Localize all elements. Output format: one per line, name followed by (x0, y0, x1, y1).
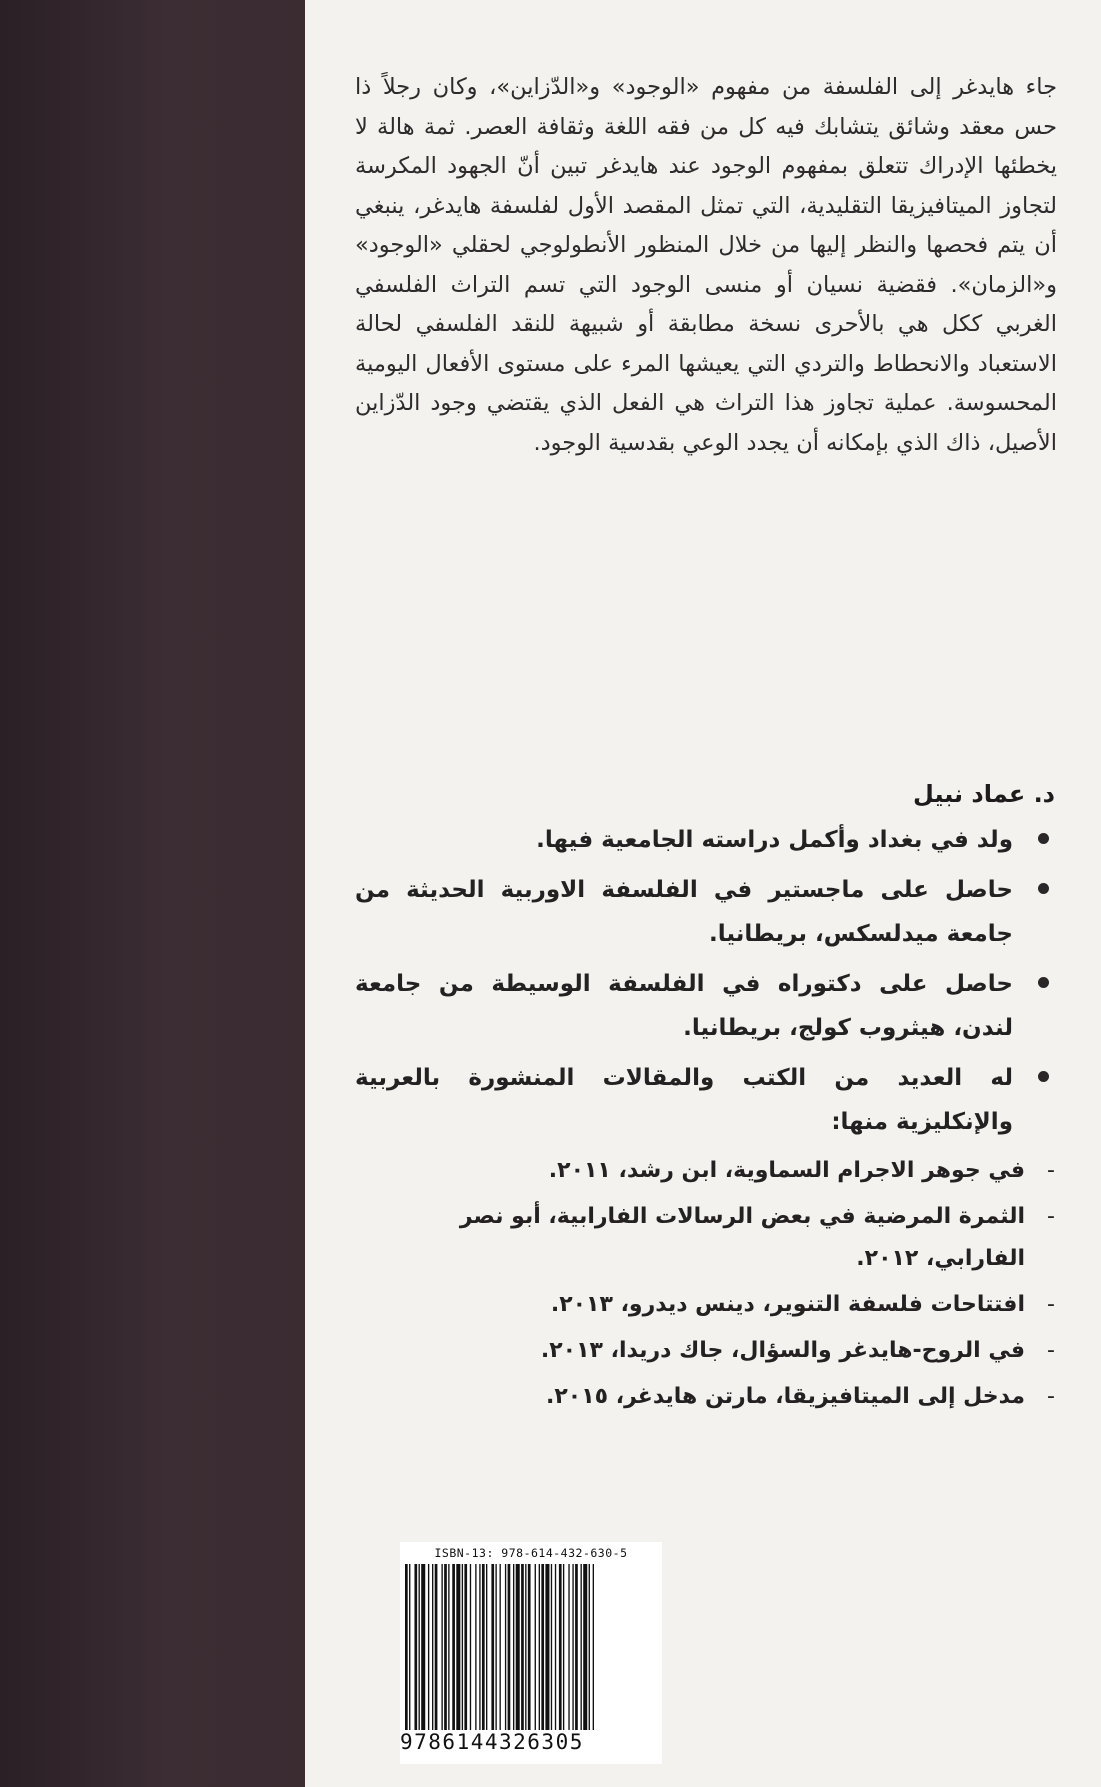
barcode-bar (462, 1564, 463, 1730)
dash-icon: - (1047, 1338, 1055, 1363)
isbn-barcode-block (400, 1542, 662, 1764)
spine-panel (0, 0, 305, 1787)
works-list (355, 1150, 1055, 1418)
bullet-icon (1038, 833, 1049, 844)
work-item (355, 1284, 1055, 1326)
work-item-text: مدخل إلى الميتافيزيقا، مارتن هايدغر، ٢٠١٥. (546, 1384, 1025, 1409)
barcode-icon (403, 1564, 659, 1730)
barcode-bar (441, 1564, 442, 1730)
barcode-bar (505, 1564, 506, 1730)
barcode-bar (486, 1564, 487, 1730)
barcode-bar (583, 1564, 587, 1730)
author-section (355, 776, 1055, 1422)
barcode-bar (568, 1564, 569, 1730)
work-item (355, 1150, 1055, 1192)
isbn-label: ISBN-13: 978-614-432-630-5 (434, 1546, 628, 1560)
work-item-text: الثمرة المرضية في بعض الرسالات الفارابية، أبو نصر الفارابي، ٢٠١٢. (459, 1204, 1025, 1271)
barcode-bar (444, 1564, 447, 1730)
barcode-bar (495, 1564, 496, 1730)
bullet-icon (1038, 1071, 1049, 1082)
barcode-bar (428, 1564, 429, 1730)
bio-item (355, 962, 1055, 1050)
barcode-bar (491, 1564, 494, 1730)
barcode-bar (575, 1564, 578, 1730)
barcode-bar (581, 1564, 582, 1730)
barcode-bar (545, 1564, 549, 1730)
barcode-bar (572, 1564, 573, 1730)
barcode-bar (563, 1564, 564, 1730)
barcode-bar (555, 1564, 556, 1730)
barcode-bar (500, 1564, 501, 1730)
barcode-bar (528, 1564, 531, 1730)
author-bio-list (355, 818, 1055, 1144)
barcode-bar (470, 1564, 471, 1730)
blurb-paragraph: جاء هايدغر إلى الفلسفة من مفهوم «الوجود» و«الدّزاين»، وكان رجلاً ذا حس معقد وشائق يتشابك فيه كل من فقه اللغة وثقافة العصر. ثمة هالة لا يخطئها الإدراك تتعلق بمفهوم الوجود عند هايدغر تبين أنّ الجهود المكرسة لتجاوز الميتافيزيقا التقليدية، التي تمثل المقصد الأول لفلسفة هايدغر، ينبغي أن يتم فحصها والنظر إليها من خلال المنظور الأنطولوجي لحقلي «الوجود» و«الزمان». فقضية نسيان أو منسى الوجود التي تسم التراث الفلسفي الغربي ككل هي بالأحرى نسخة مطابقة أو شبيهة للنقد الفلسفي لحالة الاستعباد والانحطاط والتردي التي يعيشها المرء على مستوى الأفعال اليومية المحسوسة. عملية تجاوز هذا التراث هي الفعل الذي يقتضي وجود الدّزاين الأصيل، ذاك الذي بإمكانه أن يجدد الوعي بقدسية الوجود. (355, 74, 1057, 456)
barcode-bar (516, 1564, 520, 1730)
barcode-bar (525, 1564, 526, 1730)
bio-item (355, 1056, 1055, 1144)
barcode-bar (513, 1564, 514, 1730)
barcode-bar (432, 1564, 433, 1730)
work-item (355, 1196, 1055, 1280)
barcode-bar (541, 1564, 544, 1730)
bio-item-text: حاصل على دكتوراه في الفلسفة الوسيطة من جامعة لندن، هيثروب كولج، بريطانيا. (355, 971, 1013, 1041)
dash-icon: - (1047, 1384, 1055, 1409)
ean-digits: 9786144326305 (400, 1730, 584, 1754)
bio-item-text: حاصل على ماجستير في الفلسفة الاوربية الحديثة من جامعة ميدلسكس، بريطانيا. (355, 877, 1013, 947)
dash-icon: - (1047, 1158, 1055, 1183)
work-item-text: في الروح-هايدغر والسؤال، جاك دريدا، ٢٠١٣. (540, 1338, 1025, 1363)
barcode-bar (448, 1564, 449, 1730)
barcode-bar (421, 1564, 425, 1730)
bullet-icon (1038, 883, 1049, 894)
barcode-bar (482, 1564, 485, 1730)
barcode-bar (539, 1564, 540, 1730)
bio-item-text: ولد في بغداد وأكمل دراسته الجامعية فيها. (536, 827, 1013, 853)
barcode-bar (405, 1564, 408, 1730)
work-item (355, 1330, 1055, 1372)
work-item (355, 1376, 1055, 1418)
dash-icon: - (1047, 1292, 1055, 1317)
bio-item (355, 818, 1055, 862)
barcode-bar (452, 1564, 455, 1730)
barcode-bar (535, 1564, 536, 1730)
barcode-bar (593, 1564, 594, 1730)
barcode-bar (456, 1564, 460, 1730)
barcode-bar (589, 1564, 590, 1730)
dash-icon: - (1047, 1204, 1055, 1229)
author-name: د. عماد نبيل (913, 780, 1055, 808)
bio-item-text: له العديد من الكتب والمقالات المنشورة بالعربية والإنكليزية منها: (355, 1065, 1013, 1135)
barcode-bar (464, 1564, 467, 1730)
bio-item (355, 868, 1055, 956)
barcode-bar (559, 1564, 562, 1730)
barcode-bar (409, 1564, 410, 1730)
barcode-bar (414, 1564, 417, 1730)
barcode-bar (551, 1564, 552, 1730)
barcode-bar (508, 1564, 511, 1730)
bullet-icon (1038, 977, 1049, 988)
blurb-text (355, 68, 1057, 463)
barcode-bar (419, 1564, 420, 1730)
barcode-bar (479, 1564, 480, 1730)
barcode-bar (435, 1564, 438, 1730)
barcode-bar (521, 1564, 524, 1730)
work-item-text: افتتاحات فلسفة التنوير، دينس ديدرو، ٢٠١٣. (550, 1292, 1025, 1317)
work-item-text: في جوهر الاجرام السماوية، ابن رشد، ٢٠١١. (548, 1158, 1025, 1183)
barcode-bar (475, 1564, 476, 1730)
